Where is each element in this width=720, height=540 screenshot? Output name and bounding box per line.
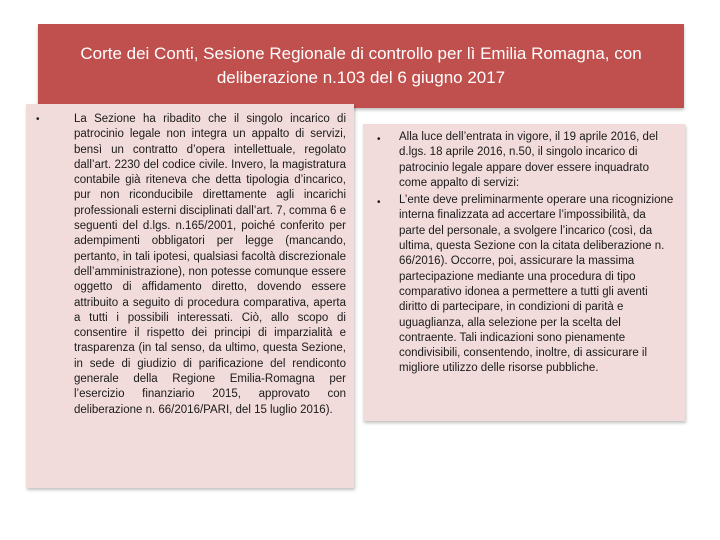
- left-bullet-list: [32, 112, 346, 418]
- list-item: [32, 112, 346, 418]
- title-banner: [38, 24, 684, 108]
- right-bullet-list: [371, 130, 675, 377]
- list-item: [371, 130, 675, 191]
- right-text-panel: [363, 124, 685, 421]
- bullet-icon: •: [377, 197, 381, 209]
- bullet-text: L’ente deve preliminarmente operare una ricognizione interna finalizzata ad accertare l’impossibilità, da parte del personale, a svolgere l’incarico (così, da ultima, questa Sezione con la citata deliberazione n. 66/2016). Occorre, poi, assicurare la massima partecipazione mediante una procedura di tipo comparativo idonea a permettere a tutti gli aventi diritto di partecipare, in condizioni di parità e uguaglianza, alla selezione per la scelta del contraente. Tali indicazioni sono pienamente condivisibili, consentendo, inoltre, di assicurare il migliore utilizzo delle risorse pubbliche.: [399, 194, 674, 375]
- bullet-icon: •: [36, 114, 40, 125]
- slide-title: Corte dei Conti, Sesione Regionale di controllo per lì Emilia Romagna, con deliberazione n.103 del 6 giugno 2017: [80, 44, 642, 87]
- left-text-panel: [26, 104, 354, 488]
- list-item: [371, 193, 675, 377]
- bullet-text: Alla luce dell’entrata in vigore, il 19 aprile 2016, del d.lgs. 18 aprile 2016, n.50, il singolo incarico di patrocinio legale appare dover essere inquadrato come appalto di servizi:: [399, 131, 658, 189]
- bullet-text: La Sezione ha ribadito che il singolo incarico di patrocinio legale non integra un appalto di servizi, bensì un contratto d’opera intellettuale, regolato dall’art. 2230 del codice civile. Invero, la magistratura contabile già riteneva che detta tipologia d’incarico, pur non riconducibile direttamente agli incarichi professionali esterni disciplinati dall’art. 7, comma 6 e seguenti del d.lgs. n.165/2001, poiché conferito per adempimenti obbligatori per legge (mancando, pertanto, in tali ipotesi, qualsiasi facoltà discrezionale dell’amministrazione), non potesse comunque essere oggetto di affidamento diretto, dovendo essere attribuito a seguito di procedura comparativa, aperta a tutti i possibili interessati. Ciò, allo scopo di consentire il rispetto dei principi di imparzialità e trasparenza (in tal senso, da ultimo, questa Sezione, in sede di giudizio di parificazione del rendiconto generale della Regione Emilia-Romagna per l’esercizio finanziario 2015, approvato con deliberazione n. 66/2016/PARI, del 15 luglio 2016).: [74, 113, 346, 416]
- bullet-icon: •: [377, 134, 381, 145]
